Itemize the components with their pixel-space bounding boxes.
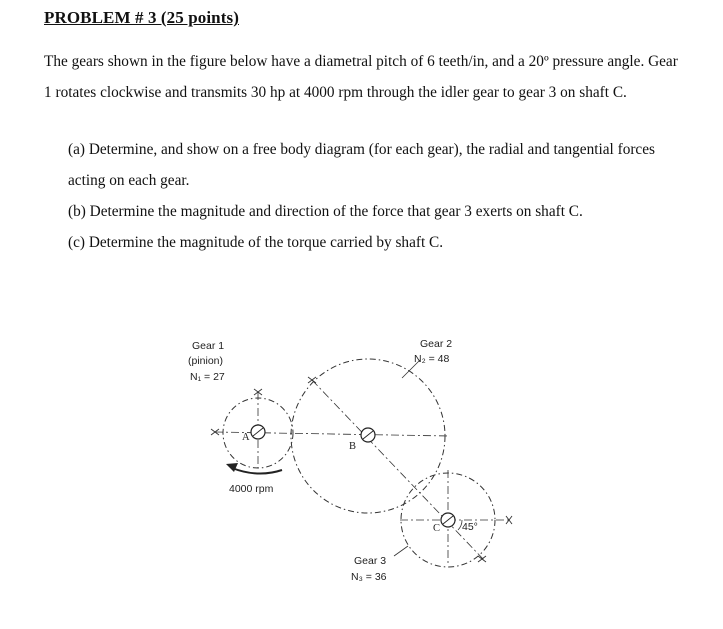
shaft-b-label: B xyxy=(349,441,357,452)
speed-label: 4000 rpm xyxy=(229,483,274,495)
part-b xyxy=(68,196,688,227)
gear2-name-label: Gear 2 xyxy=(420,338,453,350)
part-b-text: Determine the magnitude and direction of the force that gear 3 exerts on shaft C. xyxy=(89,203,583,220)
problem-statement: The gears shown in the figure below have a diametral pitch of 6 teeth/in, and a 20º pressure angle. Gear 1 rotates clockwise and transmits 30 hp at 4000 rpm through the idler gear to gear 3 on shaft C. xyxy=(44,53,678,101)
rotation-arrow xyxy=(232,468,282,474)
part-c-label: (c) xyxy=(68,234,85,251)
tick-marks xyxy=(211,377,512,562)
problem-title: PROBLEM # 3 (25 points) xyxy=(44,8,239,27)
part-a xyxy=(68,134,688,196)
gear3-leader-line xyxy=(394,546,408,556)
gear1-teeth-label: N₁ = 27 xyxy=(190,371,225,383)
part-c xyxy=(68,227,688,258)
centerline-a-b xyxy=(215,432,450,436)
shaft-c-label: C xyxy=(433,523,441,534)
part-b-label: (b) xyxy=(68,203,86,220)
rotation-arrowhead xyxy=(226,463,238,472)
part-a-text: Determine, and show on a free body diagram (for each gear), the radial and tangential forces acting on each gear. xyxy=(68,141,655,189)
gear2-teeth-label: N₂ = 48 xyxy=(414,353,450,365)
gear1-role-label: (pinion) xyxy=(188,355,224,367)
shaft-a-label: A xyxy=(242,432,250,443)
part-c-text: Determine the magnitude of the torque carried by shaft C. xyxy=(88,234,444,251)
gear3-teeth-label: N₃ = 36 xyxy=(351,571,387,583)
gear3-name-label: Gear 3 xyxy=(354,555,387,567)
centerline-b-c xyxy=(312,380,484,560)
gear-train-figure xyxy=(170,320,550,620)
angle-label: 45° xyxy=(462,521,478,533)
part-a-label: (a) xyxy=(68,141,85,158)
gear1-name-label: Gear 1 xyxy=(192,340,225,352)
